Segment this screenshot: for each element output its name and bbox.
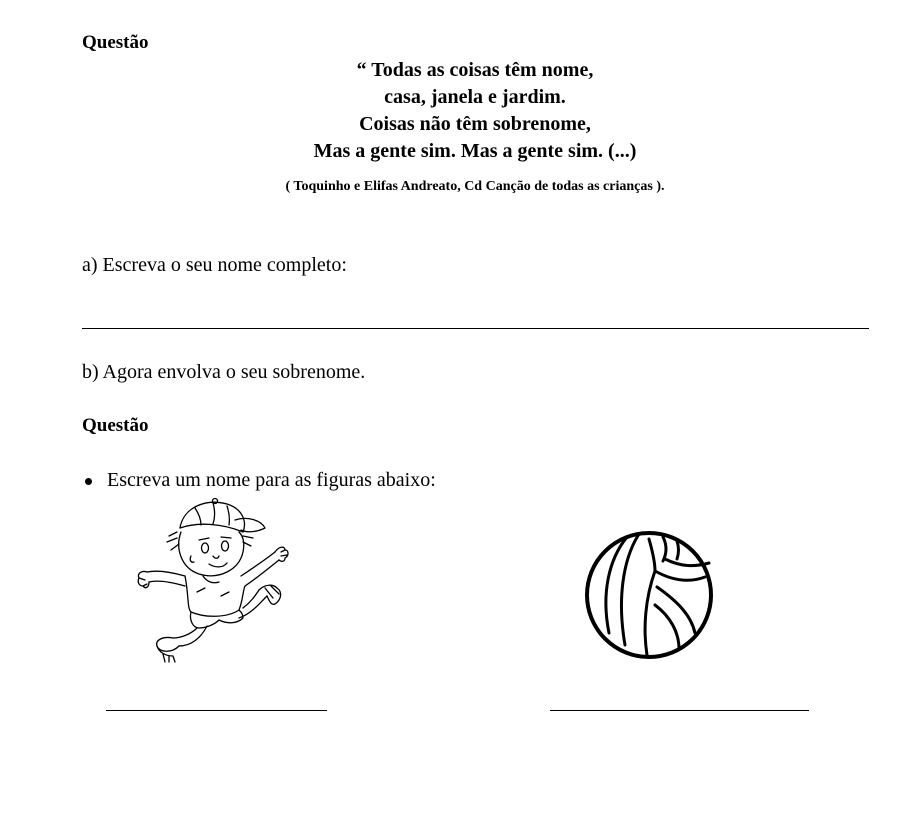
poem-credit: ( Toquinho e Elifas Andreato, Cd Canção de todas as crianças ). <box>285 179 665 194</box>
name-answer-line[interactable] <box>82 328 869 329</box>
boy-running-illustration <box>135 496 290 666</box>
item-b-prompt: b) Agora envolva o seu sobrenome. <box>82 361 366 383</box>
poem-line: “ Todas as coisas têm nome, <box>356 59 594 81</box>
poem-line: Coisas não têm sobrenome, <box>359 113 591 135</box>
poem <box>200 57 750 165</box>
volleyball-illustration <box>583 529 715 661</box>
bullet-icon <box>85 478 92 485</box>
figure-2-answer-line[interactable] <box>550 710 809 711</box>
figures-instruction: Escreva um nome para as figuras abaixo: <box>107 469 436 491</box>
question-heading-2: Questão <box>82 415 149 436</box>
figure-1-answer-line[interactable] <box>106 710 327 711</box>
question-heading-1: Questão <box>82 32 149 53</box>
poem-line: Mas a gente sim. Mas a gente sim. (...) <box>313 140 637 162</box>
poem-line: casa, janela e jardim. <box>384 86 566 108</box>
item-a-prompt: a) Escreva o seu nome completo: <box>82 254 347 276</box>
